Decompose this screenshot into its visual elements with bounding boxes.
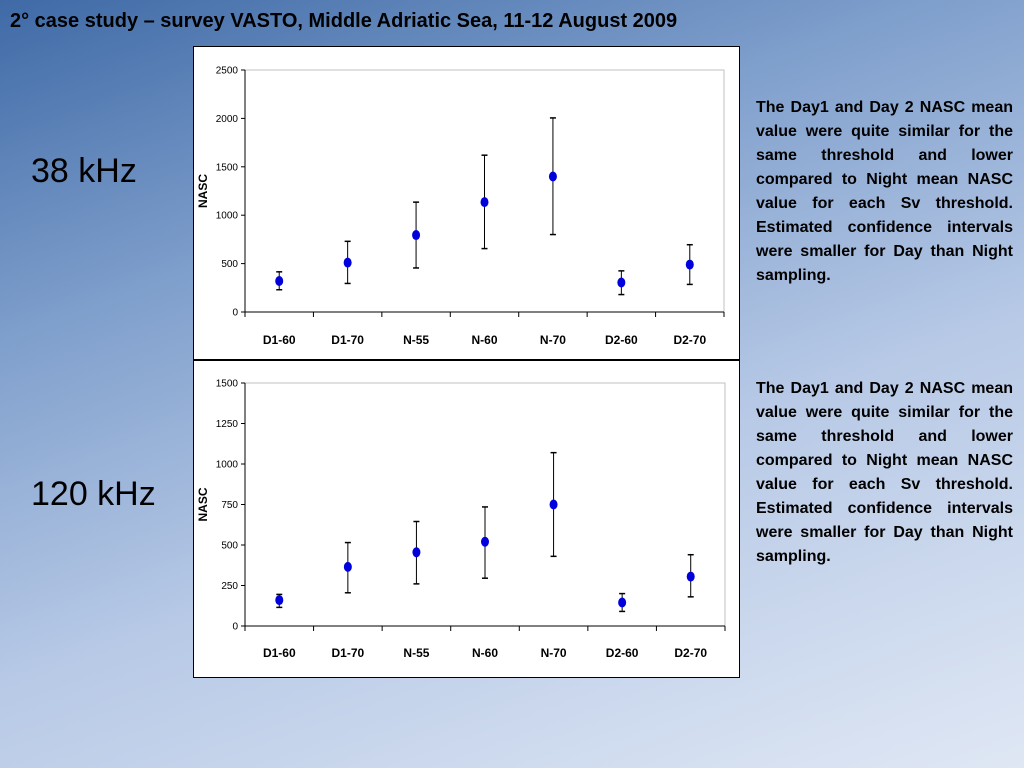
y-tick-label: 0	[232, 621, 238, 633]
data-point	[618, 598, 626, 608]
frequency-label-120khz: 120 kHz	[31, 475, 156, 513]
data-point	[275, 595, 283, 605]
x-tick-label: D1-60	[262, 333, 296, 347]
chart-120khz	[194, 361, 739, 677]
data-point	[617, 277, 625, 287]
data-point	[344, 258, 352, 268]
y-tick-label: 0	[232, 307, 238, 319]
data-point	[344, 562, 352, 572]
x-tick-label: N-60	[471, 333, 498, 347]
data-point	[412, 547, 420, 557]
x-tick-label: D1-70	[331, 646, 365, 660]
x-tick-label: N-70	[539, 333, 566, 347]
y-tick-label: 2500	[215, 65, 238, 77]
x-tick-label: D1-70	[331, 333, 364, 347]
y-tick-label: 2000	[215, 113, 238, 125]
data-point	[275, 276, 283, 286]
x-tick-label: D2-70	[674, 646, 708, 660]
y-tick-label: 1000	[215, 210, 238, 222]
data-point	[412, 230, 420, 240]
x-tick-label: D2-60	[605, 646, 639, 660]
y-tick-label: 1500	[215, 162, 238, 174]
y-tick-label: 500	[221, 259, 238, 271]
x-tick-label: D2-60	[605, 333, 638, 347]
data-point	[481, 537, 489, 547]
y-axis-title: NASC	[196, 173, 210, 209]
data-point	[687, 572, 695, 582]
x-tick-label: N-55	[403, 333, 430, 347]
data-point	[481, 197, 489, 207]
plot-area-frame	[245, 383, 725, 626]
y-tick-label: 250	[221, 581, 238, 592]
x-tick-label: D1-60	[262, 646, 296, 660]
description-120khz: The Day1 and Day 2 NASC mean value were quite similar for the same threshold and lower compared to Night mean NASC value for each Sv threshold. Estimated confidence intervals were smaller for Day than Night sampling.	[756, 380, 1013, 565]
y-axis-title: NASC	[196, 487, 210, 522]
chart-38khz	[194, 47, 739, 359]
x-tick-label: N-60	[471, 646, 499, 660]
x-tick-label: D2-70	[673, 333, 707, 347]
data-point	[549, 171, 557, 181]
chart-38khz-panel	[193, 46, 740, 360]
x-tick-label: N-55	[403, 646, 430, 660]
data-point	[550, 500, 558, 510]
y-tick-label: 1250	[215, 419, 238, 430]
y-tick-label: 500	[221, 540, 238, 552]
description-38khz: The Day1 and Day 2 NASC mean value were quite similar for the same threshold and lower compared to Night mean NASC value for each Sv threshold. Estimated confidence intervals were smaller for Day than Night sampling.	[756, 99, 1013, 284]
x-tick-label: N-70	[540, 646, 567, 660]
data-point	[686, 260, 694, 270]
y-tick-label: 750	[221, 500, 238, 511]
slide-title: 2° case study – survey VASTO, Middle Adriatic Sea, 11-12 August 2009	[10, 10, 678, 32]
chart-120khz-panel	[193, 360, 740, 678]
y-tick-label: 1000	[215, 459, 238, 471]
frequency-label-38khz: 38 kHz	[31, 152, 137, 190]
y-tick-label: 1500	[215, 378, 238, 390]
